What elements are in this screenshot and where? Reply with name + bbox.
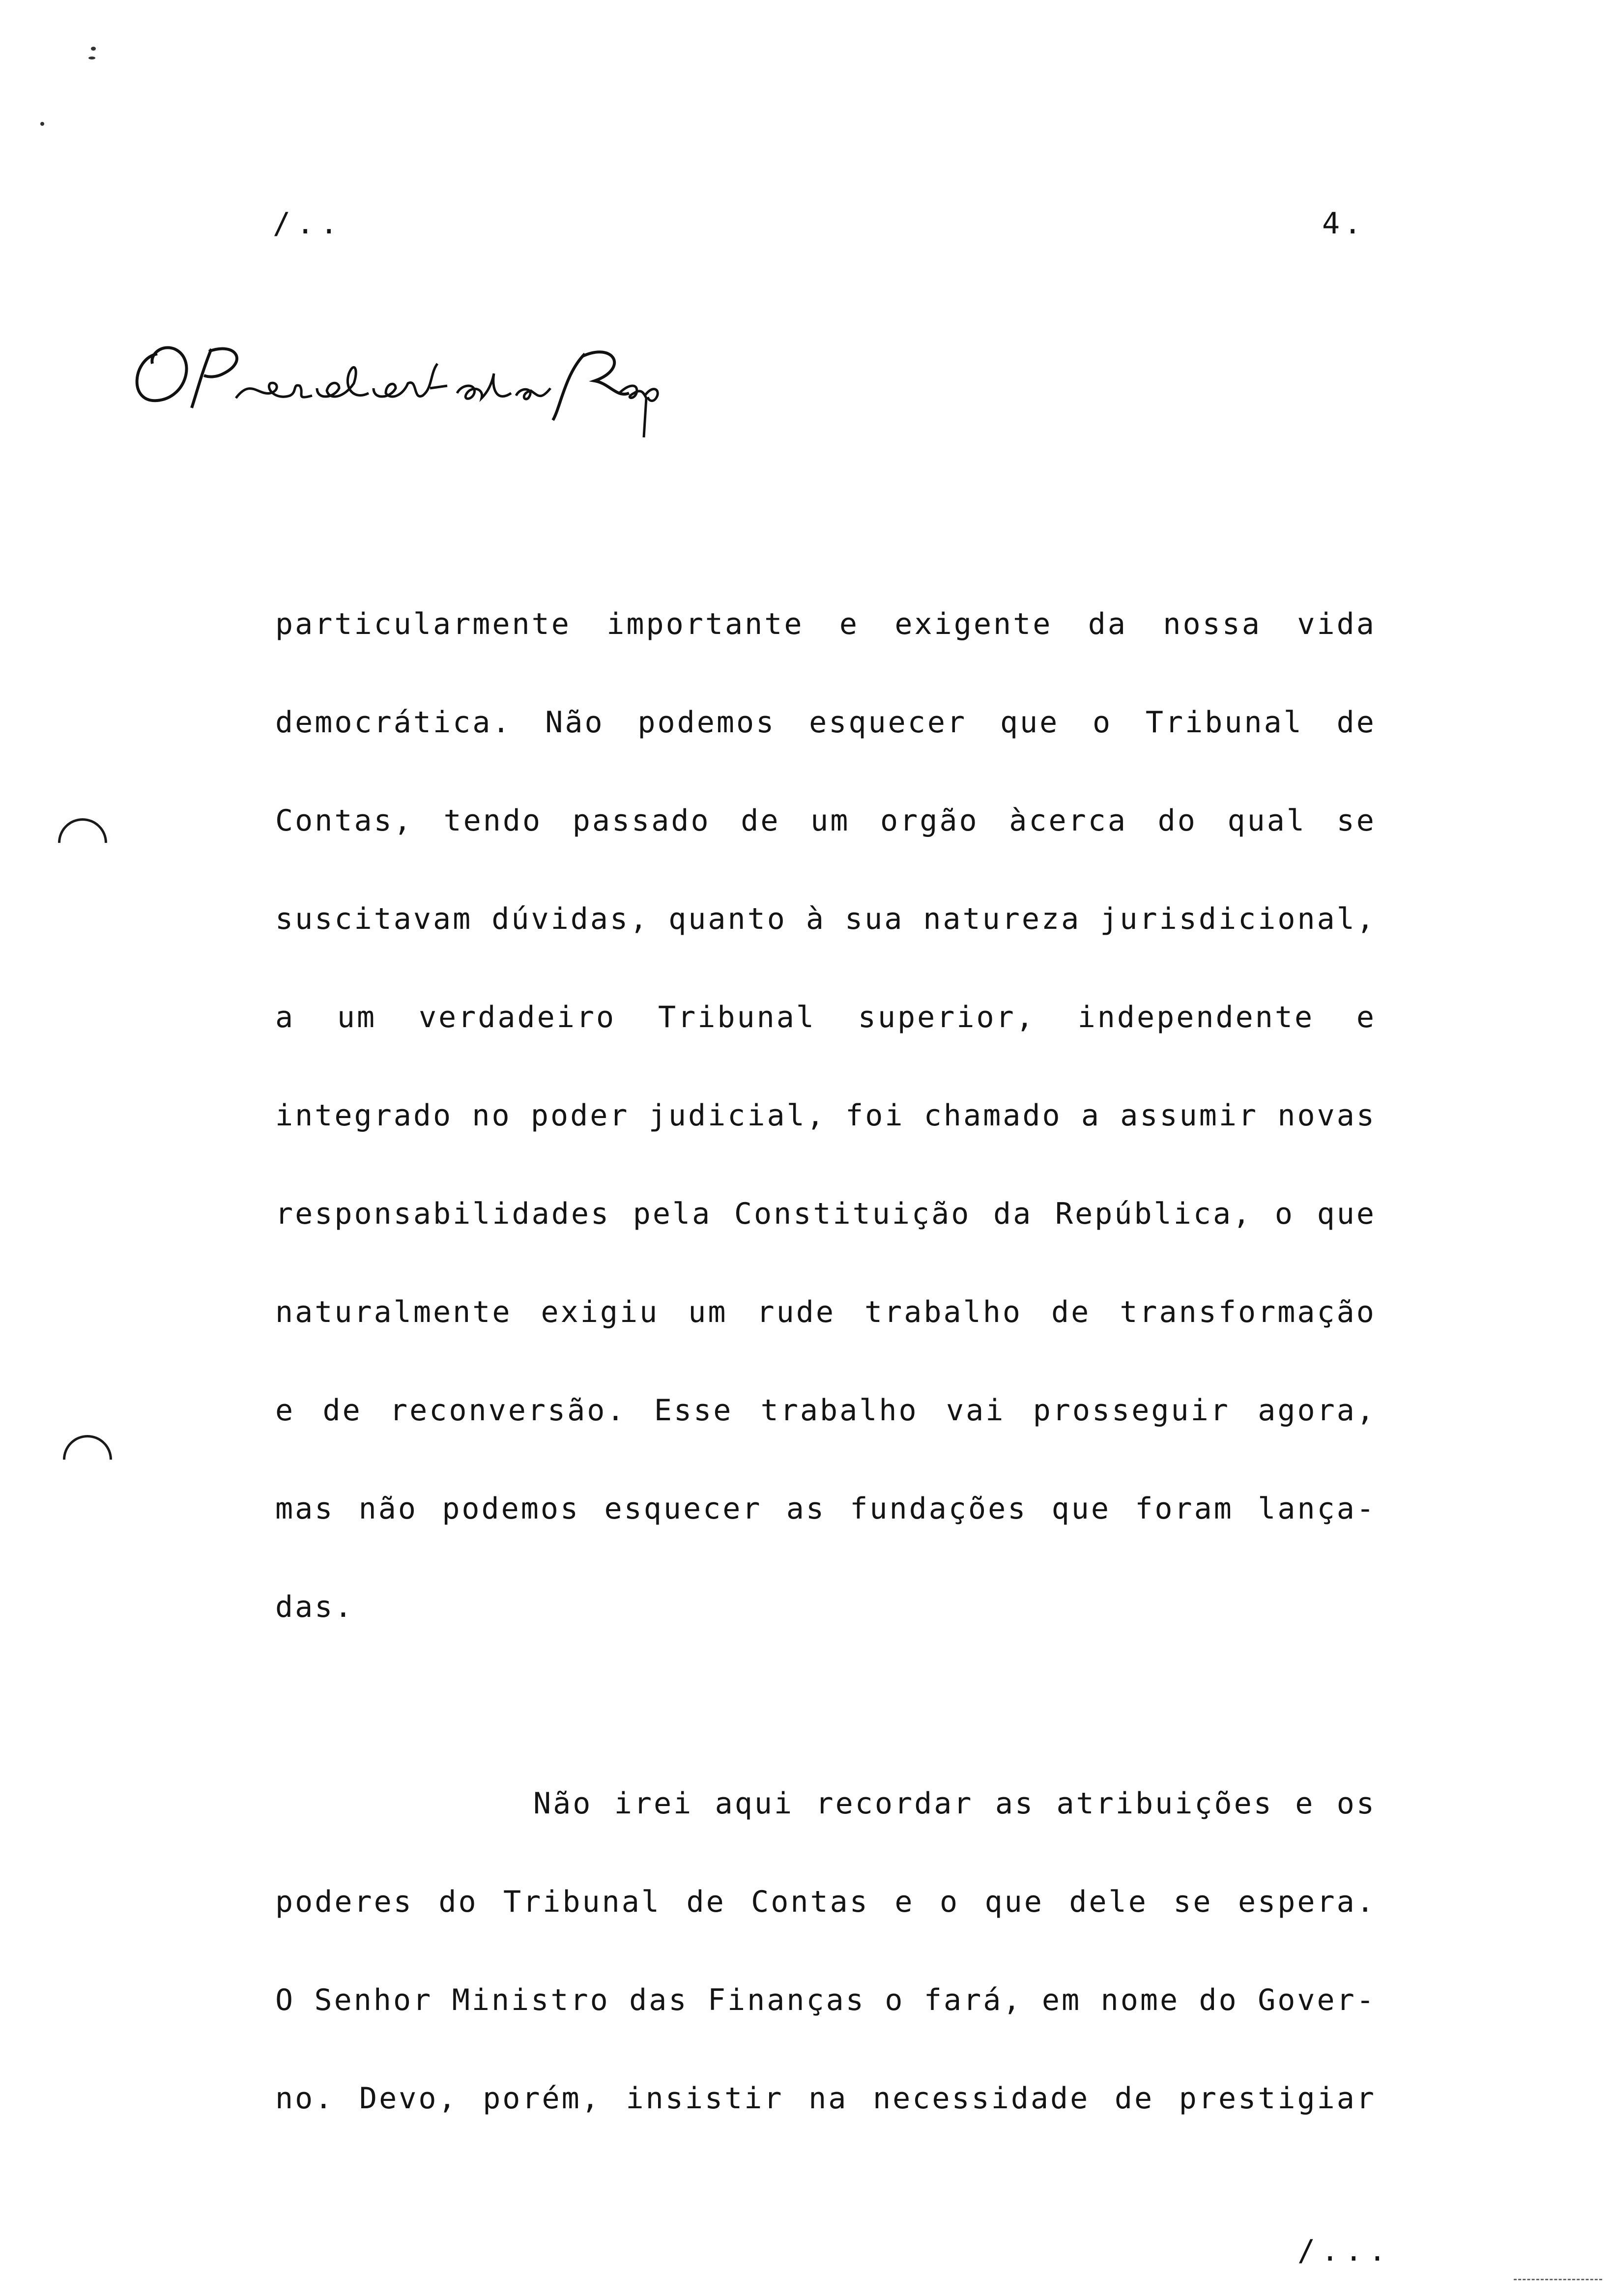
punch-hole-mark [53, 1425, 122, 1494]
word: lança- [1258, 1492, 1376, 1526]
word: as [995, 1786, 1035, 1821]
word: judicial, [648, 1098, 826, 1133]
word: transformação [1120, 1295, 1376, 1329]
word: porém, [483, 2081, 601, 2116]
word: superior, [858, 1000, 1036, 1034]
word: exigiu [541, 1295, 660, 1329]
word: foi [845, 1098, 905, 1133]
paragraph-1 [275, 609, 1376, 1622]
word: no [472, 1098, 512, 1133]
word: podemos [637, 705, 776, 740]
continuation-marker-bottom: /... [1297, 2234, 1392, 2268]
word: tendo [443, 804, 543, 838]
word: Constituição [734, 1197, 971, 1231]
word: o [1093, 705, 1113, 740]
word: esquecer [604, 1492, 762, 1526]
word: importante [606, 607, 804, 641]
word: de [1051, 1295, 1091, 1329]
word: à [806, 902, 826, 936]
word: o [1274, 1197, 1295, 1231]
word: naturalmente [275, 1295, 512, 1329]
word: Senhor [314, 1983, 433, 2017]
word: Contas [751, 1885, 869, 1919]
word: podemos [442, 1492, 580, 1526]
text-line [275, 804, 1376, 838]
word: nossa [1163, 607, 1262, 641]
word: de [686, 1885, 726, 1919]
word: agora, [1258, 1393, 1376, 1428]
text-line [275, 904, 1376, 934]
word: da [993, 1197, 1033, 1231]
word: do [1199, 1983, 1238, 2017]
word: do [438, 1885, 478, 1919]
word: Devo, [359, 2081, 458, 2116]
scan-speck [88, 57, 95, 59]
punch-hole-mark [48, 808, 117, 877]
word: que [1000, 705, 1060, 740]
word: jurisdicional, [1100, 902, 1376, 936]
word: em [1041, 1983, 1082, 2017]
word: um [810, 804, 850, 838]
text-line [275, 1887, 1376, 1917]
word: àcerca [1009, 804, 1127, 838]
word: democrática. [275, 705, 512, 740]
text-line [275, 1786, 1376, 1821]
word: quanto [668, 902, 787, 936]
body-text [275, 609, 1376, 2182]
word: rude [756, 1295, 836, 1329]
text-line [275, 705, 1376, 740]
word: e [1356, 1000, 1376, 1034]
word: poderes [275, 1885, 413, 1919]
word: orgão [880, 804, 979, 838]
word: Não [545, 705, 604, 740]
text-line [275, 1199, 1376, 1229]
word: irei [614, 1786, 693, 1821]
word: da [1088, 607, 1128, 641]
word: verdadeiro [418, 1000, 616, 1034]
word: necessidade [872, 2081, 1090, 2116]
paragraph-gap [275, 1691, 1376, 1789]
word: atribuições [1056, 1786, 1273, 1821]
word: fará, [923, 1983, 1023, 2017]
word: insistir [626, 2081, 784, 2116]
letterhead-script [123, 315, 663, 442]
word: no. [275, 2081, 335, 2116]
word: o [939, 1885, 960, 1919]
word: independente [1077, 1000, 1315, 1034]
word: Contas, [275, 804, 413, 838]
word: natureza [923, 902, 1081, 936]
word: e [894, 1885, 915, 1919]
word: Finanças [707, 1983, 865, 2017]
word: a [1081, 1098, 1101, 1133]
word: Ministro [452, 1983, 610, 2017]
text-line [275, 1592, 1376, 1622]
word: particularmente [275, 607, 571, 641]
word: mas [275, 1492, 335, 1526]
paragraph-2 [275, 1786, 1376, 2116]
word: qual [1227, 804, 1306, 838]
word: chamado [923, 1098, 1062, 1133]
text-line [275, 1393, 1376, 1428]
scan-speck [91, 47, 96, 51]
text-line [275, 1000, 1376, 1034]
word: Tribunal [658, 1000, 816, 1034]
word: espera. [1238, 1885, 1376, 1919]
word: foram [1135, 1492, 1234, 1526]
word: se [1336, 804, 1376, 838]
word: não [358, 1492, 418, 1526]
word: nome [1100, 1983, 1180, 2017]
word: Gover- [1258, 1983, 1376, 2017]
word: um [688, 1295, 728, 1329]
word: prestigiar [1179, 2081, 1376, 2116]
word: suscitavam [275, 902, 473, 936]
scan-edge-mark [1514, 2279, 1602, 2286]
word: República, [1055, 1197, 1253, 1231]
word: trabalho [864, 1295, 1023, 1329]
word: responsabilidades [275, 1197, 611, 1231]
word: Esse [654, 1393, 733, 1428]
word: e [839, 607, 859, 641]
word: vida [1297, 607, 1376, 641]
word: reconversão. [390, 1393, 627, 1428]
text-line [275, 1492, 1376, 1526]
word: assumir [1120, 1098, 1259, 1133]
text-line [275, 609, 1376, 639]
word: sua [844, 902, 904, 936]
word: passado [572, 804, 711, 838]
word: dele [1069, 1885, 1148, 1919]
word: um [337, 1000, 377, 1034]
word: esquecer [809, 705, 967, 740]
word: o [885, 1983, 905, 2017]
word: Tribunal [503, 1885, 662, 1919]
word: do [1157, 804, 1197, 838]
word: a [275, 1000, 295, 1034]
word: Tribunal [1145, 705, 1303, 740]
word: novas [1277, 1098, 1376, 1133]
continuation-marker-top: /.. [273, 206, 344, 241]
word: trabalho [760, 1393, 919, 1428]
word: os [1336, 1786, 1376, 1821]
word: que [1317, 1197, 1376, 1231]
word: de [741, 804, 780, 838]
word: na [808, 2081, 848, 2116]
word: aqui [715, 1786, 794, 1821]
word: de [322, 1393, 362, 1428]
word: que [984, 1885, 1044, 1919]
word: e [275, 1393, 295, 1428]
word: se [1173, 1885, 1213, 1919]
word: das. [275, 1590, 354, 1624]
word: exigente [894, 607, 1053, 641]
word: fundações [850, 1492, 1028, 1526]
scan-speck [40, 122, 44, 126]
word: prosseguir [1033, 1393, 1230, 1428]
text-line [275, 1297, 1376, 1327]
word: das [629, 1983, 689, 2017]
page-number: 4. [1322, 206, 1366, 241]
text-line [275, 1098, 1376, 1133]
word: integrado [275, 1098, 453, 1133]
word: e [1295, 1786, 1315, 1821]
word: recordar [815, 1786, 974, 1821]
word: Não [533, 1786, 593, 1821]
word: as [786, 1492, 826, 1526]
word: pela [633, 1197, 712, 1231]
word: de [1336, 705, 1376, 740]
word: vai [946, 1393, 1006, 1428]
word: que [1051, 1492, 1111, 1526]
word: poder [530, 1098, 630, 1133]
word: dúvidas, [491, 902, 650, 936]
word: O [275, 1983, 295, 2017]
text-line [275, 2081, 1376, 2116]
word: de [1114, 2081, 1154, 2116]
text-line [275, 1985, 1376, 2015]
